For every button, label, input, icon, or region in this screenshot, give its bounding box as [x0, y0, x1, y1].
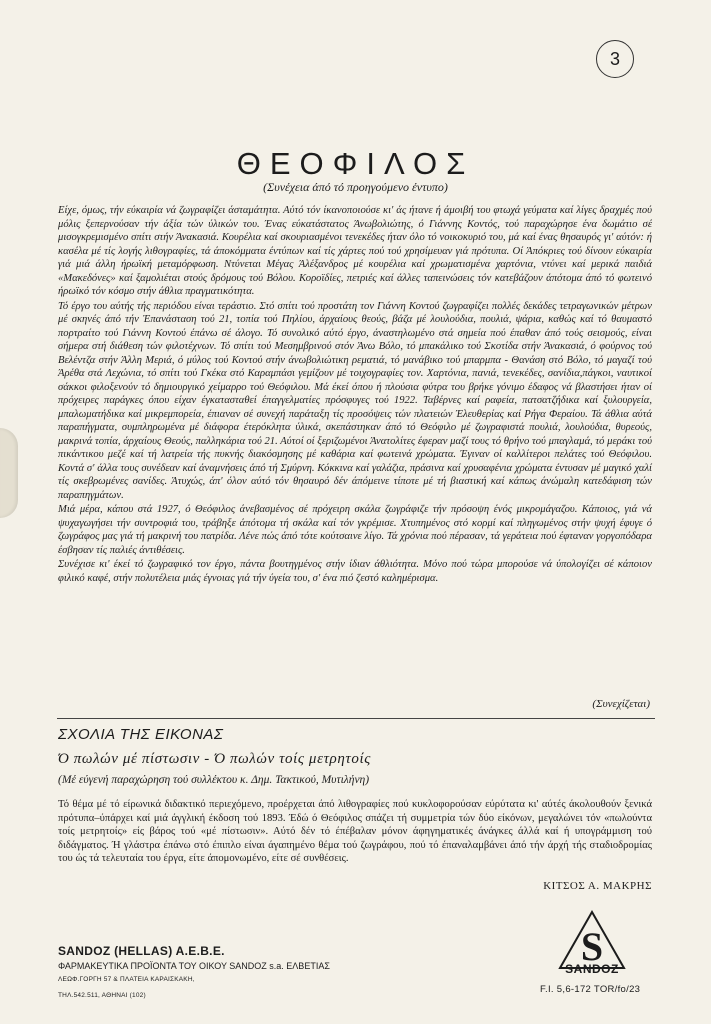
article-body — [58, 204, 652, 586]
article-paragraph: Τό έργο του αύτής τής περιόδου είναι τεράστιο. Στό σπίτι τού προστάτη τον Γιάννη Κοντού ζωγραφίζει πολλές δεκάδες τετραγωνικών μέτρων μέ σκηνές άπό τήν Έπανάσταση τού 21, τοπία τού Πηλίου, άρχαίους θεούς, βάζα μέ λουλούδια, πουλιά, ψάρια, καθώς καί τό θαυμαστό πορτραίτο τού Γιάννη Κοντού έπάνω σέ άλογο. Τό συνολικό αύτό έργο, άναστηλωμένο στά σημεία πού έπαθαν άπό τούς σεισμούς, είναι σήμερα στή διάθεση τών φιλοτέχνων. Τό σπίτι τού Μεσημβρινού στόν Άνω Βόλο, τό μπακάλικο τού Σκοτίδα στήν Άνακασιά, ό φούρνος τού Βελέντζα στήν Άλλη Μεριά, ό μύλος τού Κοντού στήν άνωβολιώτικη ρεματιά, τό μανάβικο τού μπαρμπα - Θανάση στό Βόλο, τό μαγαζί τού Άρέθα στά Λεχώνια, τό σπίτι τού Γκέκα στό Καραμπάσι γεμίζουν μέ τοιχογραφίες τον. Χαρτόνια, πανιά, τενεκέδες, σανίδια,πάγκοι, ναυτικοί σάκκοι φιλοξενούν τό δημιουργικό χείμαρρο τού Θεόφιλου. Μά έκεί όπου ή πλούσια φύτρα του βρήκε γόνιμο έδαφος νά βλαστήσει ήταν οί πρόχειρες παράγκες όπου είχαν έγκατασταθεί έπαγγελματίες πρόσφυγες τού 1922. Ταβέρνες καί ραφεία, πατσατζήδικα καί ξυλουργεία, μπαλωματήδικα καί μικρεμπορεία, έπιαναν σέ συνεχή παράταξη τίς προσόψεις τών πλατειών Έλευθερίας καί Ρήγα Φεραίου. Τά άθλια αύτά παραπήγματα, συμπληρωμένα μέ διάφορα έτερόκλητα ύλικά, σκεπάστηκαν άπό τό Θεόφιλο μέ ζωγραφιστά πουλιά, λουλούδια, θυρεούς, μακρινά τοπία, άρχαίους Θεούς, παλληκάρια τού 21. Αύτοί οί ξεριζωμένοι Άνατολίτες έφεραν μαζί τους τό θρήνο τού μπαγλαμά, τό μεράκι τού πικάντικου μεζέ καί τή λατρεία τής πυκνής διακόσμησης μέ καθάρια καί φωτεινά χρώματα. Έγιναν οί καλλίτεροι πελάτες τού Θεόφιλου. Κοντά σ' άλλα τους συνέδεαν καί άναμνήσεις άπό τή Σμύρνη. Κόκκινα καί γαλάζια, πράσινα καί χρυσαφένια χρώματα έντυσαν μέ μαγικό χαλί τίς σκεβρωμένες σανίδες. Άτυχώς, άπ' όλον αύτό τόν θησαυρό δέν άπόμεινε τίποτε μέ τή βιαστική καί κάπως άνώμαλη κατεδάφιση τών παραπηγμάτων. — [58, 300, 652, 501]
caption-heading: ΣΧΟΛΙΑ ΤΗΣ ΕΙΚΟΝΑΣ — [58, 726, 224, 743]
author-signature: ΚΙΤΣΟΣ Α. ΜΑΚΡΗΣ — [543, 880, 652, 892]
page-number: 3 — [596, 40, 634, 78]
document-code: F.I. 5,6-172 TOR/fo/23 — [540, 984, 641, 995]
company-phone: ΤΗΛ.542.511, ΑΘΗΝΑΙ (102) — [58, 992, 146, 999]
company-address: ΛΕΩΦ.ΓΟΡΓΗ 57 & ΠΛΑΤΕΙΑ ΚΑΡΑΙΣΚΑΚΗ, — [58, 976, 195, 983]
caption-credit: (Μέ εύγενή παραχώρηση τού συλλέκτου κ. Δημ. Τακτικού, Μυτιλήνη) — [58, 774, 370, 786]
article-subtitle: (Συνέχεια άπό τό προηγούμενο έντυπο) — [263, 180, 448, 194]
article-paragraph: Είχε, όμως, τήν εύκαιρία νά ζωγραφίζει άσταμάτητα. Αύτό τόν ίκανοποιούσε κι' άς ήτανε ή άμοιβή του φτωχά γεύματα καί λίγες δραχμές πού μόλις ξεπερνούσαν τήν άξία τών ύλικών του. Ένας εύκατάστατος Άνωβολιώτης, ό Γιάννης Κοντός, τού παραχώρησε ένα δωμάτιο σέ μισογκρεμισμένο σπίτι στήν Άνακασιά. Κουρέλια καί σκουριασμένοι τενεκέδες ήταν όλο τό νοικοκυριό του, μά καί ένας θησαυρός γι' αύτόν: ή κασέλα μέ τίς λογής λιθογραφίες, τά άποκόμματα έντύπων καί τίς χάρτες πού τού χρησίμευαν γιά πρότυπα. Οί Άπόκριες τού δίνουν εύκαιρία γιά μιά άλλη ήρωϊκή μεταμόρφωση. Ντύνεται Μέγας Άλέξανδρος μέ κουρέλια καί χρωματισμένα χαρτόνια, ντύνει καί μερικά παιδιά «Μακεδόνες» καί ξαμολιέται στούς δρόμους τού Βόλου. Κοροϊδίες, πετριές καί άλλες ταπεινώσεις τόν κατεβάζουν άπότομα άπό τό φωτεινό ήρωϊκό τόν κόσμο στήν άθλια πραγματικότητα. — [58, 205, 652, 297]
continued-note: (Συνεχίζεται) — [592, 698, 650, 710]
article-title: ΘΕΟΦΙΛΟΣ — [236, 146, 475, 181]
company-description: ΦΑΡΜΑΚΕΥΤΙΚΑ ΠΡΟΪΟΝΤΑ ΤΟΥ ΟΙΚΟΥ SANDOZ s.a. ΕΛΒΕΤΙΑΣ — [58, 961, 330, 971]
logo-wordmark: SANDOZ — [565, 962, 619, 976]
logo-letter: S — [580, 924, 604, 969]
caption-text: Τό θέμα μέ τό είρωνικά διδακτικό περιεχόμενο, προέρχεται άπό λιθογραφίες πού κυκλοφορούσαν εύρύτατα κι' αύτές άκολουθούν ξενικά πρότυπα–ύπάρχει καί μιά άγγλική έκδοση τού 1893. Έδώ ό Θεόφιλος σπάζει τή συμμετρία τών δύο είκόνων, μεγαλώνει τόν «πωλούντα τοίς μετρητοίς» είς βάρος τού «μέ πίστωσιν». Αύτό δέν τό έπέβαλαν μόνον άφηγηματικές άνάγκες άλλά καί ή υπογράμμιση τού διδάγματος. Ή γλάστρα έπάνω στό έπιπλο είναι άγαπημένο θέμα τού ζωγράφου, πού τό έπαναλαμβάνει άπό τήν άρχή τής σταδιοδρομίας του ώς τά τελευταία του έργα, είτε άπομονωμένο, είτε σέ συνθέσεις. — [58, 799, 652, 865]
section-divider — [57, 718, 655, 719]
article-paragraph: Μιά μέρα, κάπου στά 1927, ό Θεόφιλος άνεβασμένος σέ πρόχειρη σκάλα ζωγράφιζε τήν πρόσοψη ένός μικρομάγαζου. Κάποιος, γιά νά ψυχαγωγήσει τήν συντροφιά του, τράβηξε άπότομα τή σκάλα καί τόν γκρέμισε. Χτυπημένος στό κορμί καί πληγωμένος στήν ψυχή έφυγε ό ζωγράφος μας γιά τή μακρινή του πατρίδα. Λένε πώς άπό τότε κούτσαινε λίγο. Τά χρόνια πού πέρασαν, τά γεράτεια πού έφταναν γοργοπόδαρα έσβησαν τίς παλιές άντιθέσεις. — [58, 504, 652, 556]
article-paragraph: Συνέχισε κι' έκεί τό ζωγραφικό τον έργο, πάντα βουτηγμένος στήν ίδιαν άθλιότητα. Μόνο πού τώρα μπορούσε νά ύπολογίζει σέ κάποιον φιλικό καφέ, στήν πολυτέλεια μιάς έγνοιας γιά τήν ύγεία του, σ' ένα πιό ζεστό καλημέρισμα. — [58, 559, 652, 584]
binder-tab-mark — [0, 428, 18, 518]
company-name: SANDOZ (HELLAS) A.E.B.E. — [58, 944, 225, 958]
caption-title: Ό πωλών μέ πίστωσιν - Ό πωλών τοίς μετρητοίς — [58, 751, 371, 767]
company-info — [58, 944, 330, 999]
